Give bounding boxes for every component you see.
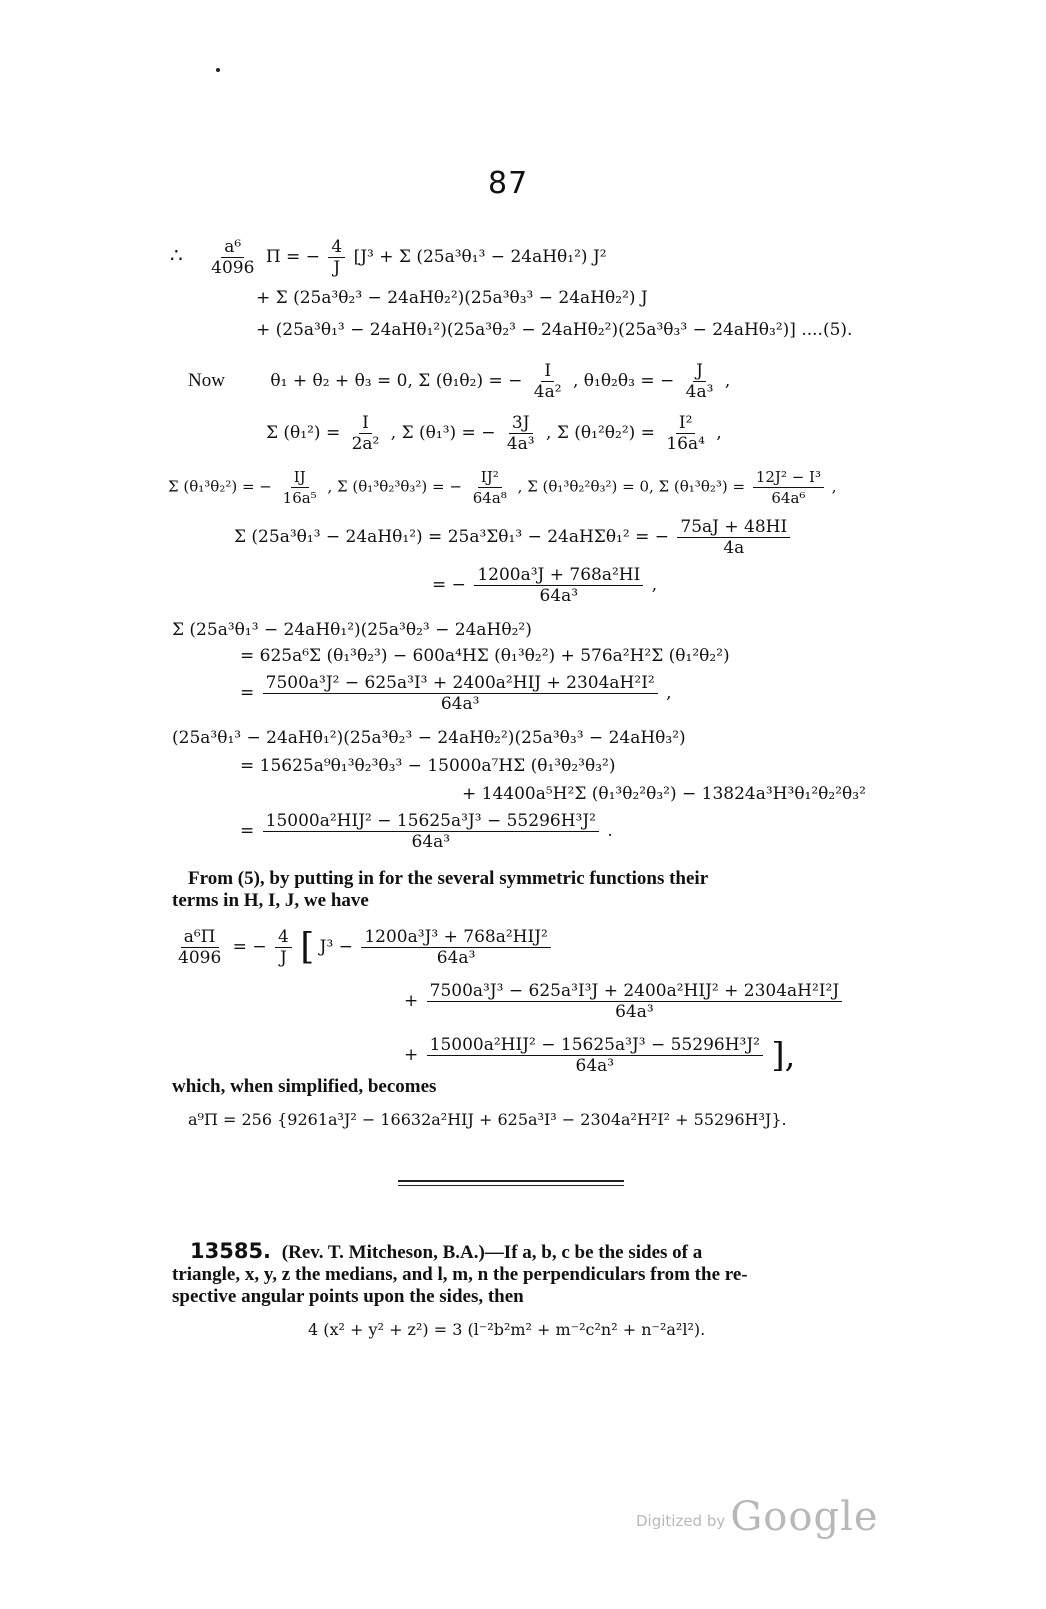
now-r1-c: , [724,371,731,391]
eq5-coef-num: 4 [328,238,345,258]
watermark-digitized: Digitized by [636,1512,726,1530]
now-r3-frac3-den: 64a⁶ [771,489,806,507]
problem-line1 [190,1240,702,1264]
sum2-line: = 625a⁶Σ (θ₁³θ₂³) − 600a⁴HΣ (θ₁³θ₂²) + 576a²H²Σ (θ₁²θ₂²) [240,646,730,666]
simplified-text: which, when simplified, becomes [172,1076,437,1097]
prod-line2: + 14400a⁵H²Σ (θ₁³θ₂²θ₃²) − 13824a³H³θ₁²θ₂²θ₃² [462,784,866,804]
sum2-frac-num: 7500a³J² − 625a³I³ + 2400a²HIJ + 2304aH²I² [263,674,658,694]
therefore-symbol: ∴ [170,243,183,267]
speck [216,68,220,72]
prod-head: (25a³θ₁³ − 24aHθ₁²)(25a³θ₂³ − 24aHθ₂²)(25a³θ₃³ − 24aHθ₃²) [172,728,686,748]
now-r2-frac1-num: I [359,414,372,434]
eq5-bracket-line1: [J³ + Σ (25a³θ₁³ − 24aHθ₁²) J² [353,247,607,267]
now-r1-b: , θ₁θ₂θ₃ = − [572,371,675,391]
sum1-frac1 [677,518,790,557]
prod-frac-den: 64a³ [411,832,451,852]
now-r2-a: Σ (θ₁²) = [266,423,341,443]
sum2-end: , [666,683,672,703]
para1-line1: From (5), by putting in for the several symmetric functions their [188,868,709,889]
now-row1 [188,362,730,401]
now-r3-frac3-num: 12J² − I³ [753,468,824,488]
result-coef-den: J [279,948,287,968]
sum1-row2 [432,566,657,605]
result-j3: J³ − [319,937,353,957]
google-watermark [636,1494,879,1540]
now-r1-frac1-den: 4a² [533,382,562,402]
eq5-lhs-den: 4096 [211,258,255,278]
problem-number: 13585. [190,1239,272,1263]
result-row3 [404,1036,795,1075]
prod-frac-num: 15000a²HIJ² − 15625a³J³ − 55296H³J² [263,812,599,832]
now-r3-a: Σ (θ₁³θ₂²) = − [168,477,272,496]
result-term3-num: 15000a²HIJ² − 15625a³J³ − 55296H³J² [427,1036,763,1056]
now-r2-frac1 [349,414,383,453]
now-r3-frac1-num: IJ [291,468,309,488]
result-lhs-fraction [175,928,224,967]
sum2-eq: = [240,683,255,703]
sum2-frac-den: 64a³ [440,694,480,714]
sum1-end: , [651,575,658,595]
result-term3 [427,1036,763,1075]
eq5-lhs-pi: Π = − [265,247,320,267]
google-logo: Google [730,1494,879,1540]
eq5-coef-fraction [328,238,345,277]
now-r1-frac1-num: I [541,362,554,382]
section-rule-bottom [398,1185,624,1186]
result-coef-fraction [275,928,292,967]
result-row2 [404,982,845,1021]
now-r2-frac3-den: 16a⁴ [666,434,705,454]
problem-line3: spective angular points upon the sides, then [172,1286,524,1307]
problem-line1-text: (Rev. T. Mitcheson, B.A.)—If a, b, c be the sides of a [281,1242,703,1263]
eq5-line1 [170,238,607,277]
now-r2-frac2 [504,414,538,453]
now-r1-frac2-den: 4a³ [685,382,714,402]
result-plus2: + [404,1045,419,1065]
problem-line2: triangle, x, y, z the medians, and l, m, n the perpendiculars from the re- [172,1264,748,1285]
now-r2-frac1-den: 2a² [351,434,380,454]
eq5-lhs-num: a⁶ [221,238,244,258]
result-bracket-close: ], [771,1035,796,1076]
sum1-frac2-num: 1200a³J + 768a²HI [474,566,643,586]
sum1-a: Σ (25a³θ₁³ − 24aHθ₁²) = 25a³Σθ₁³ − 24aHΣθ₁² = − [234,527,669,547]
now-row3 [168,468,837,507]
result-eq: = − [232,937,267,957]
now-r3-b: , Σ (θ₁³θ₂³θ₃²) = − [327,477,462,496]
sum1-frac1-den: 4a [723,538,745,558]
now-r3-frac2 [470,468,510,507]
eq5-lhs-fraction [208,238,257,277]
now-r1-frac1 [531,362,565,401]
sum2-frac [263,674,658,713]
result-lhs-num: a⁶Π [181,928,219,948]
now-r2-d: , [716,423,722,443]
eq5-line3: + (25a³θ₁³ − 24aHθ₁²)(25a³θ₂³ − 24aHθ₂²)(25a³θ₃³ − 24aHθ₃²)] ....(5). [256,320,853,340]
problem-equation: 4 (x² + y² + z²) = 3 (l⁻²b²m² + m⁻²c²n² + n⁻²a²l²). [308,1320,706,1339]
section-rule-top [398,1180,624,1182]
now-r3-frac2-den: 64a⁸ [472,489,507,507]
now-r2-frac2-num: 3J [509,414,533,434]
now-r3-c: , Σ (θ₁³θ₂²θ₃²) = 0, Σ (θ₁³θ₂³) = [517,477,746,496]
prod-end: . [607,821,613,841]
sum1-frac2 [474,566,643,605]
prod-row4 [240,812,613,851]
result-term2-num: 7500a³J³ − 625a³I³J + 2400a²HIJ² + 2304aH²I²J [427,982,843,1002]
prod-eq: = [240,821,255,841]
result-plus1: + [404,991,419,1011]
now-r3-frac3 [753,468,824,507]
now-r2-c: , Σ (θ₁²θ₂²) = [546,423,655,443]
now-r3-frac1 [280,468,320,507]
now-label: Now [188,370,225,391]
now-r2-frac3-num: I² [676,414,696,434]
prod-line1: = 15625a⁹θ₁³θ₂³θ₃³ − 15000a⁷HΣ (θ₁³θ₂³θ₃²) [240,756,616,776]
sum1-eq: = − [432,575,466,595]
result-term1-den: 64a³ [436,948,476,968]
sum2-row3 [240,674,672,713]
result-term3-den: 64a³ [575,1056,615,1076]
result-term1 [361,928,550,967]
result-row1 [172,928,554,967]
result-coef-num: 4 [275,928,292,948]
now-row2 [266,414,722,453]
page-number: 87 [488,166,529,201]
sum1-row1 [234,518,793,557]
para1-line2: terms in H, I, J, we have [172,890,369,911]
now-r2-b: , Σ (θ₁³) = − [390,423,496,443]
sum1-frac2-den: 64a³ [539,586,579,606]
prod-frac [263,812,599,851]
now-r1-frac2 [683,362,717,401]
now-r3-frac2-num: IJ² [478,468,502,488]
now-r3-d: , [831,477,837,496]
simplified-equation: a⁹Π = 256 {9261a³J² − 16632a²HIJ + 625a³I³ − 2304a²H²I² + 55296H³J}. [188,1110,787,1129]
now-r2-frac3 [663,414,708,453]
now-r1-a: θ₁ + θ₂ + θ₃ = 0, Σ (θ₁θ₂) = − [270,371,523,391]
result-lhs-den: 4096 [178,948,222,968]
result-bracket-open: [ [300,926,315,968]
result-term2 [427,982,843,1021]
sum2-head: Σ (25a³θ₁³ − 24aHθ₁²)(25a³θ₂³ − 24aHθ₂²) [172,620,532,640]
now-r2-frac2-den: 4a³ [506,434,535,454]
result-term2-den: 64a³ [615,1002,654,1022]
now-r1-frac2-num: J [693,362,706,382]
result-term1-num: 1200a³J³ + 768a²HIJ² [361,928,550,948]
eq5-coef-den: J [333,258,341,278]
now-r3-frac1-den: 16a⁵ [282,489,317,507]
eq5-line2: + Σ (25a³θ₂³ − 24aHθ₂²)(25a³θ₃³ − 24aHθ₂²) J [256,288,648,308]
sum1-frac1-num: 75aJ + 48HI [677,518,790,538]
